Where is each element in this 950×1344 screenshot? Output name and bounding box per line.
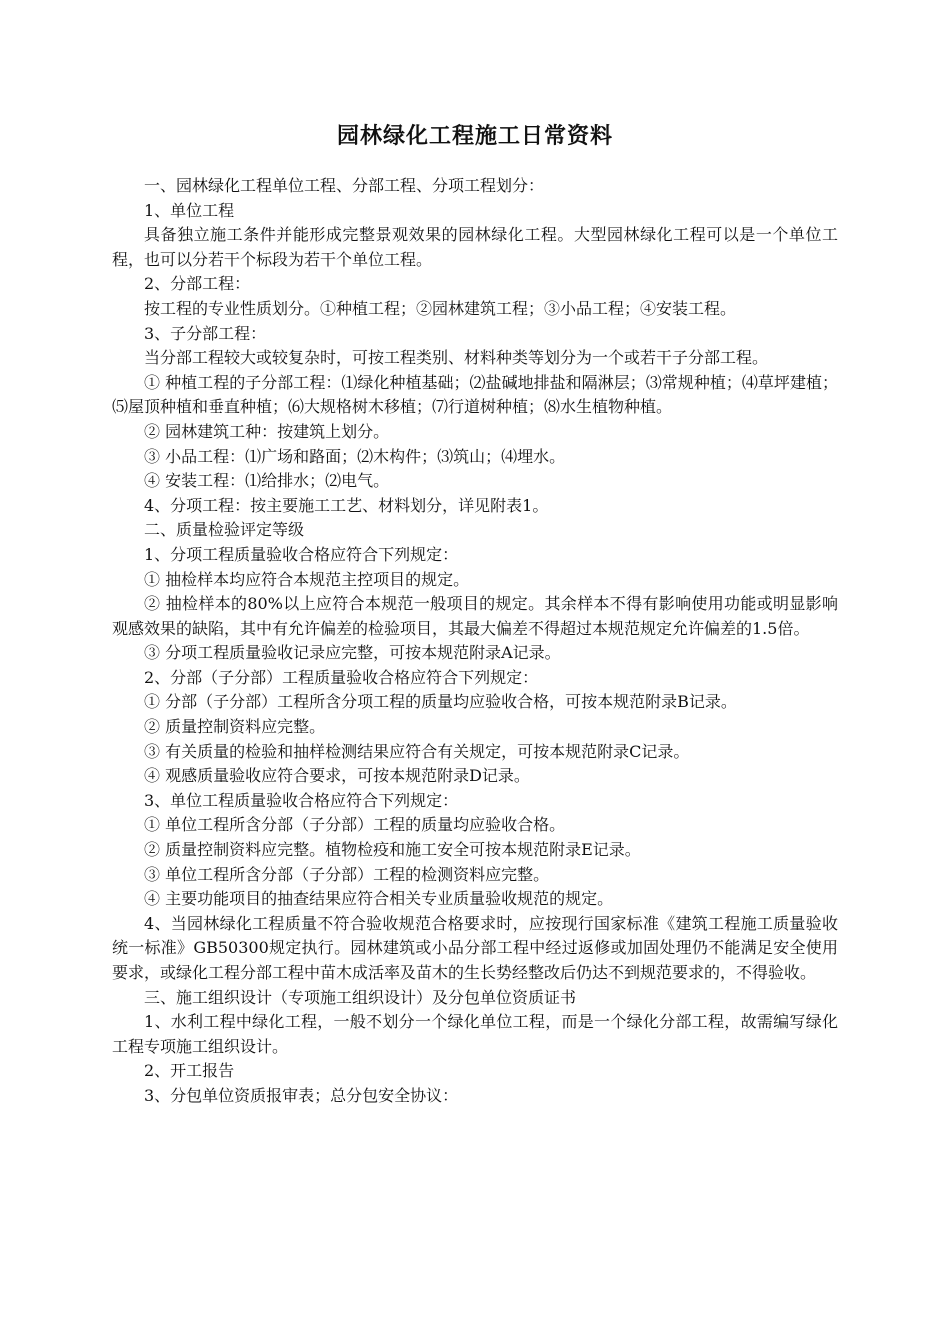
list-item: ③ 有关质量的检验和抽样检测结果应符合有关规定，可按本规范附录C记录。 bbox=[144, 741, 690, 761]
section-heading: 二、质量检验评定等级 bbox=[144, 520, 305, 540]
list-item: ② 抽检样本的80%以上应符合本规范一般项目的规定。其余样本不得有影响使用功能或明显影响观感效果的缺陷，其中有允许偏差的检验项目，其最大偏差不得超过本规范规定允许偏差的1.5倍。 bbox=[112, 594, 838, 638]
list-item: ③ 分项工程质量验收记录应完整，可按本规范附录A记录。 bbox=[144, 643, 561, 663]
subsection-heading: 3、分包单位资质报审表；总分包安全协议： bbox=[144, 1085, 459, 1105]
subsection-heading: 2、开工报告 bbox=[144, 1061, 235, 1081]
list-item: ④ 观感质量验收应符合要求，可按本规范附录D记录。 bbox=[144, 766, 530, 786]
document-title: 园林绿化工程施工日常资料 bbox=[336, 124, 613, 149]
list-item: ① 单位工程所含分部（子分部）工程的质量均应验收合格。 bbox=[144, 815, 566, 835]
paragraph: 按工程的专业性质划分。①种植工程；②园林建筑工程；③小品工程；④安装工程。 bbox=[144, 298, 737, 318]
list-item: ① 种植工程的子分部工程：⑴绿化种植基础；⑵盐碱地排盐和隔淋层；⑶常规种植；⑷草坪建植；⑸屋顶种植和垂直种植；⑹大规格树木移植；⑺行道树种植；⑻水生植物种植。 bbox=[112, 372, 838, 417]
subsection-heading: 1、单位工程 bbox=[144, 200, 235, 220]
document-page bbox=[112, 118, 838, 1109]
subsection-heading: 4、分项工程：按主要施工工艺、材料划分，详见附表1。 bbox=[144, 495, 549, 515]
list-item: ① 抽检样本均应符合本规范主控项目的规定。 bbox=[144, 569, 470, 589]
list-item: ④ 主要功能项目的抽查结果应符合相关专业质量验收规范的规定。 bbox=[144, 889, 614, 909]
list-item: ④ 安装工程：⑴给排水；⑵电气。 bbox=[144, 471, 390, 491]
section-heading: 一、园林绿化工程单位工程、分部工程、分项工程划分： bbox=[144, 176, 545, 195]
paragraph: 当分部工程较大或较复杂时，可按工程类别、材料种类等划分为一个或若干子分部工程。 bbox=[144, 348, 769, 368]
paragraph: 具备独立施工条件并能形成完整景观效果的园林绿化工程。大型园林绿化工程可以是一个单位工程，也可以分若干个标段为若干个单位工程。 bbox=[112, 225, 838, 269]
subsection-heading: 2、分部工程： bbox=[144, 274, 251, 294]
list-item: ② 园林建筑工种：按建筑上划分。 bbox=[144, 421, 390, 441]
subsection-heading: 3、单位工程质量验收合格应符合下列规定： bbox=[144, 790, 459, 810]
paragraph: 4、当园林绿化工程质量不符合验收规范合格要求时，应按现行国家标准《建筑工程施工质量验收统一标准》GB50300规定执行。园林建筑或小品分部工程中经过返修或加固处理仍不能满足安全使用要求，或绿化工程分部工程中苗木成活率及苗木的生长势经整改后仍达不到规范要求的，不得验收。 bbox=[112, 913, 838, 982]
list-item: ② 质量控制资料应完整。植物检疫和施工安全可按本规范附录E记录。 bbox=[144, 840, 641, 860]
list-item: ② 质量控制资料应完整。 bbox=[144, 717, 326, 737]
subsection-heading: 1、分项工程质量验收合格应符合下列规定： bbox=[144, 544, 459, 564]
subsection-heading: 2、分部（子分部）工程质量验收合格应符合下列规定： bbox=[144, 667, 539, 687]
section-heading: 三、施工组织设计（专项施工组织设计）及分包单位资质证书 bbox=[144, 987, 577, 1007]
document-body bbox=[112, 174, 838, 1109]
paragraph: 1、水利工程中绿化工程，一般不划分一个绿化单位工程，而是一个绿化分部工程，故需编写绿化工程专项施工组织设计。 bbox=[112, 1012, 838, 1056]
list-item: ③ 单位工程所含分部（子分部）工程的检测资料应完整。 bbox=[144, 864, 550, 884]
list-item: ③ 小品工程：⑴广场和路面；⑵木构件；⑶筑山；⑷埋水。 bbox=[144, 446, 566, 466]
subsection-heading: 3、子分部工程： bbox=[144, 323, 267, 343]
list-item: ① 分部（子分部）工程所含分项工程的质量均应验收合格，可按本规范附录B记录。 bbox=[144, 692, 737, 712]
